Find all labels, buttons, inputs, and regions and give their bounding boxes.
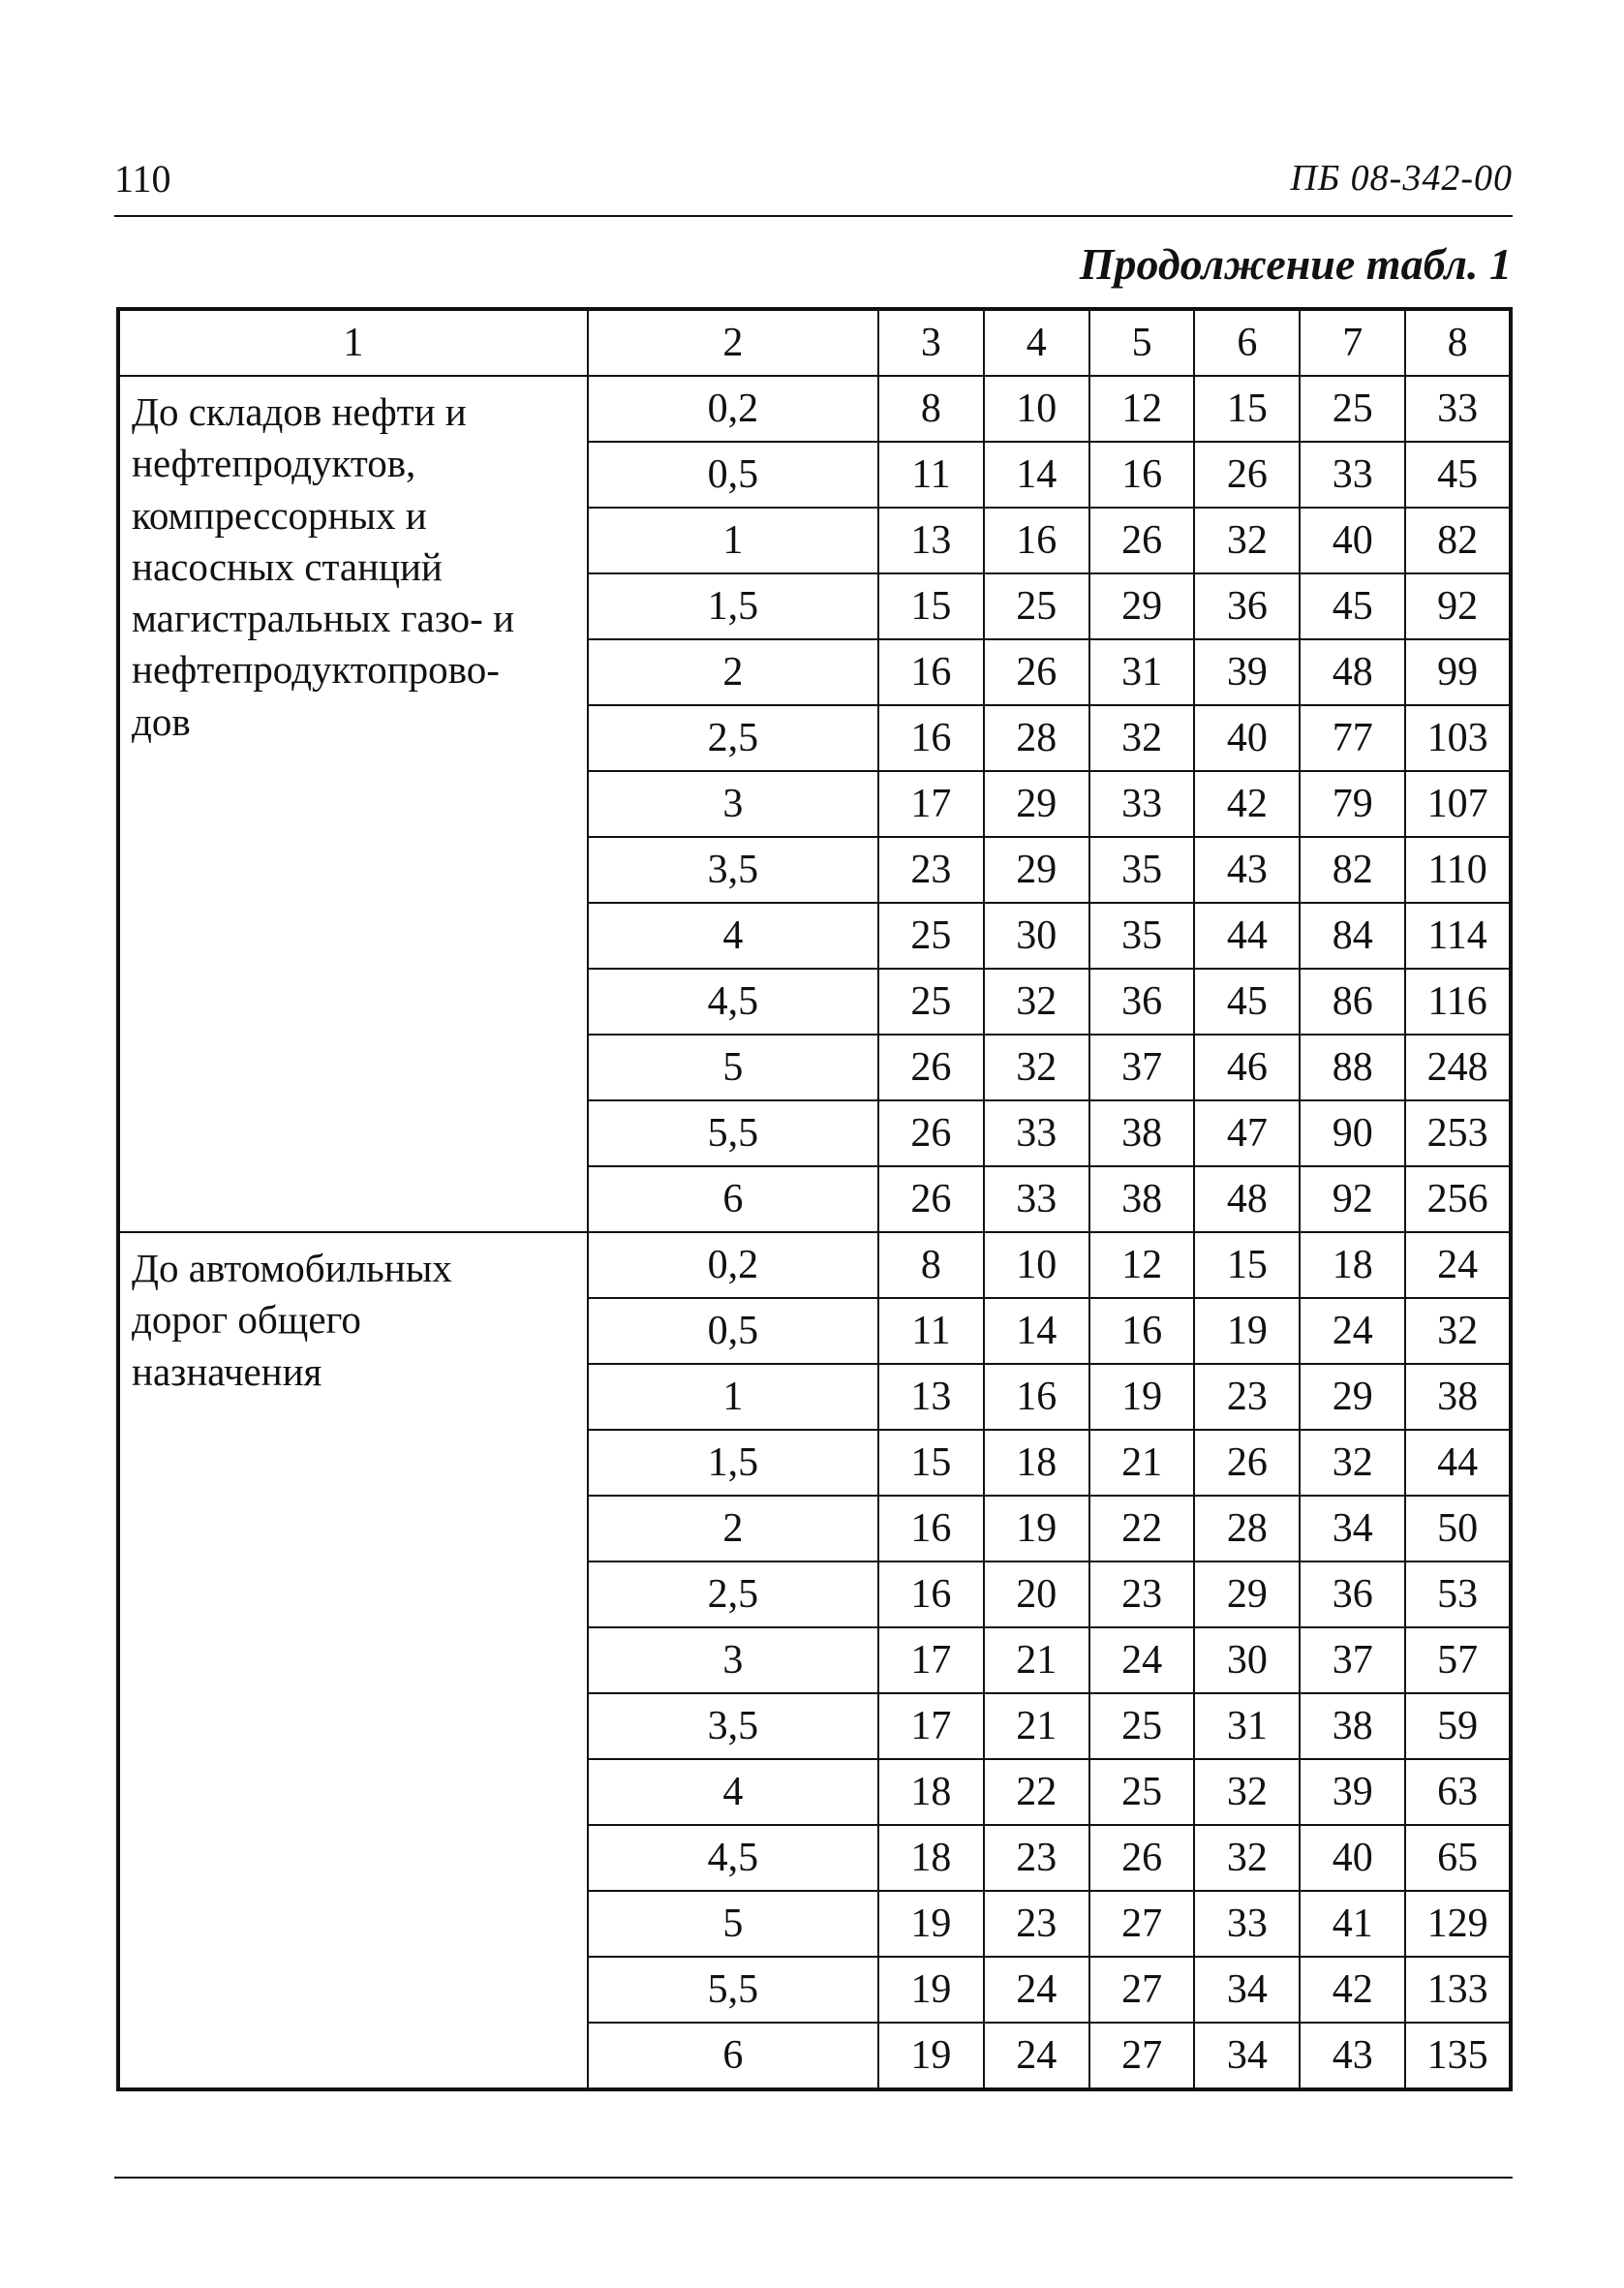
value-cell: 8: [878, 1232, 984, 1298]
value-cell: 38: [1405, 1364, 1511, 1430]
value-cell: 53: [1405, 1561, 1511, 1627]
value-cell: 29: [984, 771, 1089, 837]
value-cell: 114: [1405, 903, 1511, 969]
value-cell: 16: [878, 705, 984, 771]
column-2-cell: 5,5: [588, 1957, 878, 2023]
value-cell: 133: [1405, 1957, 1511, 2023]
value-cell: 26: [1194, 1430, 1300, 1496]
column-2-cell: 4: [588, 903, 878, 969]
column-2-cell: 3,5: [588, 1693, 878, 1759]
value-cell: 82: [1405, 508, 1511, 573]
value-cell: 32: [1194, 508, 1300, 573]
column-2-cell: 6: [588, 2023, 878, 2089]
value-cell: 15: [1194, 376, 1300, 442]
value-cell: 32: [984, 1035, 1089, 1100]
value-cell: 26: [1089, 1825, 1195, 1891]
value-cell: 57: [1405, 1627, 1511, 1693]
value-cell: 44: [1194, 903, 1300, 969]
column-2-cell: 6: [588, 1166, 878, 1232]
value-cell: 18: [878, 1759, 984, 1825]
column-header: 6: [1194, 309, 1300, 376]
value-cell: 65: [1405, 1825, 1511, 1891]
value-cell: 40: [1194, 705, 1300, 771]
value-cell: 59: [1405, 1693, 1511, 1759]
value-cell: 82: [1300, 837, 1405, 903]
value-cell: 32: [1405, 1298, 1511, 1364]
value-cell: 32: [1089, 705, 1195, 771]
value-cell: 99: [1405, 639, 1511, 705]
value-cell: 44: [1405, 1430, 1511, 1496]
table-row: [118, 1232, 1511, 1298]
group-name-cell: До складов нефти и нефтепродуктов, компрессорных и насосных станций магистральных газо- и нефтепродуктопрово- дов: [118, 376, 588, 1232]
value-cell: 253: [1405, 1100, 1511, 1166]
value-cell: 19: [984, 1496, 1089, 1561]
value-cell: 32: [984, 969, 1089, 1035]
column-2-cell: 2,5: [588, 1561, 878, 1627]
value-cell: 29: [1089, 573, 1195, 639]
value-cell: 25: [1089, 1759, 1195, 1825]
column-2-cell: 2,5: [588, 705, 878, 771]
column-header: 1: [118, 309, 588, 376]
value-cell: 90: [1300, 1100, 1405, 1166]
value-cell: 79: [1300, 771, 1405, 837]
value-cell: 88: [1300, 1035, 1405, 1100]
value-cell: 16: [878, 1561, 984, 1627]
value-cell: 33: [1089, 771, 1195, 837]
value-cell: 248: [1405, 1035, 1511, 1100]
group-name-cell: До автомобильных дорог общего назначения: [118, 1232, 588, 2089]
value-cell: 21: [1089, 1430, 1195, 1496]
value-cell: 103: [1405, 705, 1511, 771]
value-cell: 84: [1300, 903, 1405, 969]
value-cell: 135: [1405, 2023, 1511, 2089]
value-cell: 26: [984, 639, 1089, 705]
column-2-cell: 3: [588, 771, 878, 837]
value-cell: 23: [1194, 1364, 1300, 1430]
value-cell: 24: [1300, 1298, 1405, 1364]
value-cell: 16: [878, 1496, 984, 1561]
value-cell: 26: [878, 1100, 984, 1166]
column-2-cell: 2: [588, 1496, 878, 1561]
value-cell: 38: [1089, 1166, 1195, 1232]
value-cell: 45: [1405, 442, 1511, 508]
value-cell: 39: [1300, 1759, 1405, 1825]
value-cell: 38: [1300, 1693, 1405, 1759]
value-cell: 110: [1405, 837, 1511, 903]
column-2-cell: 3,5: [588, 837, 878, 903]
value-cell: 10: [984, 1232, 1089, 1298]
value-cell: 12: [1089, 376, 1195, 442]
value-cell: 129: [1405, 1891, 1511, 1957]
value-cell: 32: [1194, 1825, 1300, 1891]
column-2-cell: 5: [588, 1035, 878, 1100]
column-2-cell: 1: [588, 1364, 878, 1430]
distance-table: [116, 307, 1513, 2091]
value-cell: 15: [1194, 1232, 1300, 1298]
value-cell: 11: [878, 442, 984, 508]
column-2-cell: 4,5: [588, 1825, 878, 1891]
value-cell: 40: [1300, 1825, 1405, 1891]
value-cell: 37: [1300, 1627, 1405, 1693]
value-cell: 33: [1405, 376, 1511, 442]
value-cell: 16: [878, 639, 984, 705]
value-cell: 33: [1194, 1891, 1300, 1957]
value-cell: 14: [984, 1298, 1089, 1364]
value-cell: 10: [984, 376, 1089, 442]
value-cell: 13: [878, 1364, 984, 1430]
value-cell: 15: [878, 573, 984, 639]
value-cell: 36: [1300, 1561, 1405, 1627]
column-2-cell: 1: [588, 508, 878, 573]
value-cell: 38: [1089, 1100, 1195, 1166]
value-cell: 19: [1194, 1298, 1300, 1364]
value-cell: 27: [1089, 1957, 1195, 2023]
value-cell: 32: [1300, 1430, 1405, 1496]
value-cell: 33: [1300, 442, 1405, 508]
value-cell: 42: [1300, 1957, 1405, 2023]
value-cell: 50: [1405, 1496, 1511, 1561]
value-cell: 25: [1300, 376, 1405, 442]
value-cell: 16: [984, 508, 1089, 573]
column-2-cell: 0,5: [588, 1298, 878, 1364]
header-row: [118, 309, 1511, 376]
value-cell: 31: [1194, 1693, 1300, 1759]
value-cell: 19: [878, 1957, 984, 2023]
value-cell: 45: [1300, 573, 1405, 639]
value-cell: 34: [1194, 2023, 1300, 2089]
value-cell: 27: [1089, 1891, 1195, 1957]
value-cell: 43: [1300, 2023, 1405, 2089]
value-cell: 26: [1194, 442, 1300, 508]
column-header: 3: [878, 309, 984, 376]
value-cell: 86: [1300, 969, 1405, 1035]
value-cell: 77: [1300, 705, 1405, 771]
column-header: 2: [588, 309, 878, 376]
value-cell: 35: [1089, 903, 1195, 969]
column-2-cell: 4,5: [588, 969, 878, 1035]
value-cell: 22: [984, 1759, 1089, 1825]
value-cell: 24: [1089, 1627, 1195, 1693]
value-cell: 18: [984, 1430, 1089, 1496]
value-cell: 16: [1089, 442, 1195, 508]
value-cell: 23: [984, 1891, 1089, 1957]
value-cell: 107: [1405, 771, 1511, 837]
value-cell: 19: [878, 1891, 984, 1957]
footer-divider: [114, 2177, 1513, 2179]
value-cell: 19: [878, 2023, 984, 2089]
value-cell: 14: [984, 442, 1089, 508]
value-cell: 37: [1089, 1035, 1195, 1100]
value-cell: 24: [1405, 1232, 1511, 1298]
value-cell: 32: [1194, 1759, 1300, 1825]
value-cell: 116: [1405, 969, 1511, 1035]
value-cell: 36: [1089, 969, 1195, 1035]
value-cell: 17: [878, 1627, 984, 1693]
value-cell: 42: [1194, 771, 1300, 837]
value-cell: 24: [984, 1957, 1089, 2023]
value-cell: 92: [1300, 1166, 1405, 1232]
value-cell: 29: [1194, 1561, 1300, 1627]
value-cell: 46: [1194, 1035, 1300, 1100]
value-cell: 12: [1089, 1232, 1195, 1298]
value-cell: 27: [1089, 2023, 1195, 2089]
value-cell: 21: [984, 1627, 1089, 1693]
value-cell: 40: [1300, 508, 1405, 573]
column-2-cell: 5,5: [588, 1100, 878, 1166]
value-cell: 33: [984, 1100, 1089, 1166]
value-cell: 26: [878, 1166, 984, 1232]
value-cell: 11: [878, 1298, 984, 1364]
column-2-cell: 4: [588, 1759, 878, 1825]
column-header: 8: [1405, 309, 1511, 376]
value-cell: 18: [878, 1825, 984, 1891]
column-header: 4: [984, 309, 1089, 376]
value-cell: 92: [1405, 573, 1511, 639]
value-cell: 22: [1089, 1496, 1195, 1561]
value-cell: 39: [1194, 639, 1300, 705]
column-2-cell: 2: [588, 639, 878, 705]
value-cell: 28: [1194, 1496, 1300, 1561]
value-cell: 256: [1405, 1166, 1511, 1232]
column-2-cell: 0,5: [588, 442, 878, 508]
value-cell: 25: [1089, 1693, 1195, 1759]
value-cell: 21: [984, 1693, 1089, 1759]
value-cell: 26: [878, 1035, 984, 1100]
column-header: 7: [1300, 309, 1405, 376]
value-cell: 33: [984, 1166, 1089, 1232]
value-cell: 23: [878, 837, 984, 903]
value-cell: 30: [1194, 1627, 1300, 1693]
value-cell: 35: [1089, 837, 1195, 903]
value-cell: 15: [878, 1430, 984, 1496]
value-cell: 18: [1300, 1232, 1405, 1298]
column-2-cell: 3: [588, 1627, 878, 1693]
value-cell: 29: [1300, 1364, 1405, 1430]
value-cell: 30: [984, 903, 1089, 969]
column-2-cell: 5: [588, 1891, 878, 1957]
value-cell: 17: [878, 771, 984, 837]
value-cell: 29: [984, 837, 1089, 903]
value-cell: 43: [1194, 837, 1300, 903]
value-cell: 25: [878, 903, 984, 969]
value-cell: 23: [1089, 1561, 1195, 1627]
column-header: 5: [1089, 309, 1195, 376]
value-cell: 25: [878, 969, 984, 1035]
value-cell: 26: [1089, 508, 1195, 573]
table-continuation-title: Продолжение табл. 1: [1079, 239, 1512, 289]
value-cell: 63: [1405, 1759, 1511, 1825]
value-cell: 20: [984, 1561, 1089, 1627]
value-cell: 16: [1089, 1298, 1195, 1364]
value-cell: 17: [878, 1693, 984, 1759]
value-cell: 16: [984, 1364, 1089, 1430]
value-cell: 36: [1194, 573, 1300, 639]
value-cell: 48: [1194, 1166, 1300, 1232]
value-cell: 23: [984, 1825, 1089, 1891]
value-cell: 47: [1194, 1100, 1300, 1166]
column-2-cell: 0,2: [588, 1232, 878, 1298]
value-cell: 8: [878, 376, 984, 442]
document-code: ПБ 08-342-00: [1290, 158, 1513, 199]
column-2-cell: 0,2: [588, 376, 878, 442]
value-cell: 28: [984, 705, 1089, 771]
value-cell: 34: [1300, 1496, 1405, 1561]
value-cell: 41: [1300, 1891, 1405, 1957]
column-2-cell: 1,5: [588, 1430, 878, 1496]
value-cell: 24: [984, 2023, 1089, 2089]
value-cell: 48: [1300, 639, 1405, 705]
value-cell: 34: [1194, 1957, 1300, 2023]
value-cell: 25: [984, 573, 1089, 639]
header-divider: [114, 215, 1513, 217]
value-cell: 19: [1089, 1364, 1195, 1430]
table-row: [118, 376, 1511, 442]
column-2-cell: 1,5: [588, 573, 878, 639]
value-cell: 31: [1089, 639, 1195, 705]
page-number: 110: [114, 157, 171, 201]
value-cell: 13: [878, 508, 984, 573]
value-cell: 45: [1194, 969, 1300, 1035]
